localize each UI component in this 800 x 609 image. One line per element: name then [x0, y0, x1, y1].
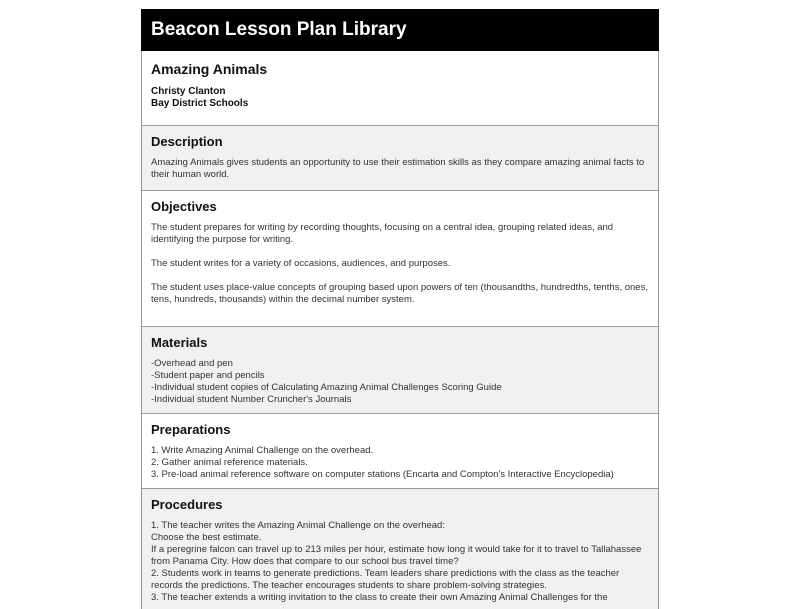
preparation-item: 1. Write Amazing Animal Challenge on the overhead.	[151, 445, 374, 456]
procedure-item: 2. Students work in teams to generate predictions. Team leaders share predictions with the class as the teacher records the predictions. The teacher encourages students to share problem-solving strategies.	[151, 568, 620, 591]
objective-item: The student writes for a variety of occasions, audiences, and purposes.	[151, 258, 451, 269]
material-item: -Overhead and pen	[151, 358, 233, 369]
description-section	[141, 126, 659, 191]
procedure-item: If a peregrine falcon can travel up to 213 miles per hour, estimate how long it would take for it to travel to Tallahassee from Panama City. How does that compare to our school bus travel time?	[151, 544, 642, 567]
author-district: Bay District Schools	[151, 98, 249, 109]
procedures-section	[141, 489, 659, 609]
procedure-item: 3. The teacher extends a writing invitation to the class to create their own Amazing Animal Challenges for the	[151, 592, 608, 603]
objectives-section	[141, 191, 659, 327]
material-item: -Individual student Number Cruncher's Journals	[151, 394, 352, 405]
material-item: -Student paper and pencils	[151, 370, 265, 381]
site-title: Beacon Lesson Plan Library	[151, 19, 407, 40]
objectives-heading: Objectives	[151, 199, 217, 214]
lesson-page	[141, 9, 659, 609]
objective-item: The student uses place-value concepts of grouping based upon powers of ten (thousandths, hundredths, tenths, ones, tens, hundreds, thousands) within the decimal number system.	[151, 282, 648, 305]
site-banner	[141, 9, 659, 51]
author-name: Christy Clanton	[151, 86, 226, 97]
description-text: Amazing Animals gives students an opportunity to use their estimation skills as they compare amazing animal facts to their human world.	[151, 157, 645, 180]
materials-heading: Materials	[151, 335, 208, 350]
description-heading: Description	[151, 134, 223, 149]
procedure-item: 1. The teacher writes the Amazing Animal Challenge on the overhead:	[151, 520, 445, 531]
preparations-section	[141, 414, 659, 489]
procedure-item: Choose the best estimate.	[151, 532, 262, 543]
preparations-heading: Preparations	[151, 422, 231, 437]
preparation-item: 2. Gather animal reference materials.	[151, 457, 308, 468]
procedures-heading: Procedures	[151, 497, 223, 512]
materials-section	[141, 327, 659, 414]
material-item: -Individual student copies of Calculating Amazing Animal Challenges Scoring Guide	[151, 382, 502, 393]
lesson-header-section	[141, 51, 659, 126]
preparation-item: 3. Pre-load animal reference software on computer stations (Encarta and Compton's Interactive Encyclopedia)	[151, 469, 614, 480]
objective-item: The student prepares for writing by recording thoughts, focusing on a central idea, grouping related ideas, and identifying the purpose for writing.	[151, 222, 614, 245]
lesson-title: Amazing Animals	[151, 61, 268, 77]
